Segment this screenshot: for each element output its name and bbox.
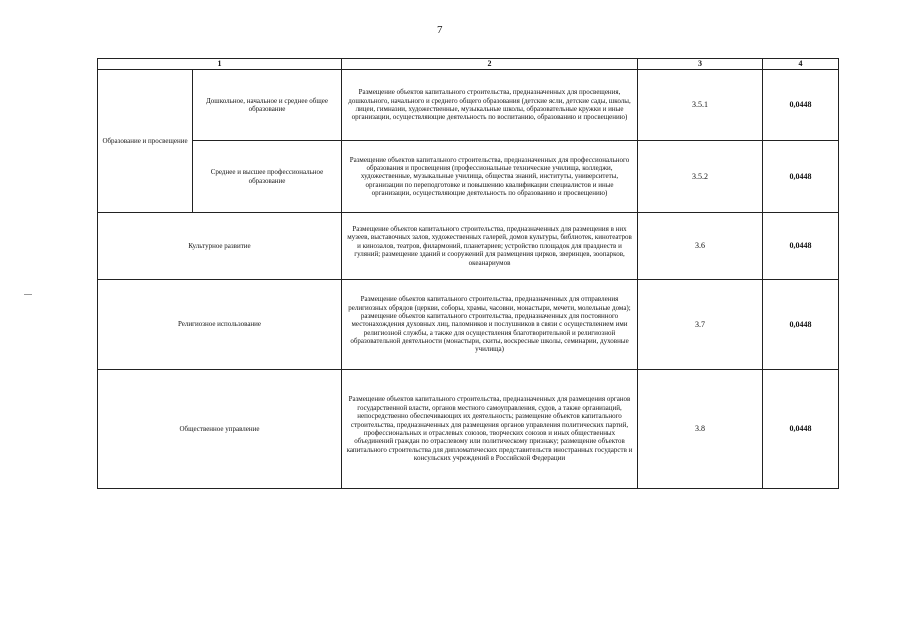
page-number: 7 bbox=[437, 24, 443, 36]
group-name-cell: Образование и просвещение bbox=[98, 70, 193, 213]
header-cell-3: 3 bbox=[638, 59, 763, 70]
header-cell-2: 2 bbox=[342, 59, 638, 70]
use-value-cell: 0,0448 bbox=[763, 370, 839, 489]
table-row bbox=[98, 141, 839, 213]
use-description-cell: Размещение объектов капитального строительства, предназначенных для размещения в них музеев, выставочных залов, художественных галерей, домов культуры, библиотек, кинотеатров и кинозалов, театров, филармоний, планетариев; устройство площадок для празднеств и гуляний; размещение зданий и сооружений для размещения цирков, зверинцев, зоопарков, океанариумов bbox=[342, 213, 638, 280]
use-value-cell: 0,0448 bbox=[763, 280, 839, 370]
table-row bbox=[98, 370, 839, 489]
use-name-cell: Общественное управление bbox=[98, 370, 342, 489]
use-name-cell: Дошкольное, начальное и среднее общее образование bbox=[193, 70, 342, 141]
use-value-cell: 0,0448 bbox=[763, 141, 839, 213]
table-row bbox=[98, 280, 839, 370]
land-use-table bbox=[97, 58, 839, 489]
use-value-cell: 0,0448 bbox=[763, 70, 839, 141]
use-description-cell: Размещение объектов капитального строительства, предназначенных для просвещения, дошкольного, начального и среднего общего образования (детские ясли, детские сады, школы, лицеи, гимназии, художественные, музыкальные школы, образовательные кружки и иные организации, осуществляющие деятельность по воспитанию, образованию и просвещению) bbox=[342, 70, 638, 141]
use-name-cell: Культурное развитие bbox=[98, 213, 342, 280]
table-row bbox=[98, 70, 839, 141]
header-row bbox=[98, 59, 839, 70]
use-name-cell: Религиозное использование bbox=[98, 280, 342, 370]
use-code-cell: 3.5.2 bbox=[638, 141, 763, 213]
use-code-cell: 3.7 bbox=[638, 280, 763, 370]
scan-speck bbox=[24, 294, 32, 295]
use-description-cell: Размещение объектов капитального строительства, предназначенных для профессионального образования и просвещения (профессиональные технические училища, колледжи, художественные, музыкальные училища, общества знаний, институты, университеты, организации по переподготовке и повышению квалификации специалистов и иные организации, осуществляющие деятельность по образованию и просвещению) bbox=[342, 141, 638, 213]
use-value-cell: 0,0448 bbox=[763, 213, 839, 280]
use-code-cell: 3.8 bbox=[638, 370, 763, 489]
use-code-cell: 3.6 bbox=[638, 213, 763, 280]
header-cell-4: 4 bbox=[763, 59, 839, 70]
header-cell-1: 1 bbox=[98, 59, 342, 70]
table-row bbox=[98, 213, 839, 280]
use-description-cell: Размещение объектов капитального строительства, предназначенных для отправления религиозных обрядов (церкви, соборы, храмы, часовни, монастыри, мечети, молельные дома); размещение объектов капитального строительства, предназначенных для постоянного местонахождения духовных лиц, паломников и послушников в связи с осуществлением ими религиозной службы, а также для осуществления благотворительной и религиозной образовательной деятельности (монастыри, скиты, воскресные школы, семинарии, духовные училища) bbox=[342, 280, 638, 370]
use-description-cell: Размещение объектов капитального строительства, предназначенных для размещения органов государственной власти, органов местного самоуправления, судов, а также организаций, непосредственно обеспечивающих их деятельность; размещение объектов капитального строительства, предназначенных для размещения органов управления политических партий, профессиональных и отраслевых союзов, творческих союзов и иных общественных объединений граждан по отраслевому или политическому признаку; размещение объектов капитального строительства для дипломатических представительств иностранных государств и консульских учреждений в Российской Федерации bbox=[342, 370, 638, 489]
use-code-cell: 3.5.1 bbox=[638, 70, 763, 141]
use-name-cell: Среднее и высшее профессиональное образование bbox=[193, 141, 342, 213]
